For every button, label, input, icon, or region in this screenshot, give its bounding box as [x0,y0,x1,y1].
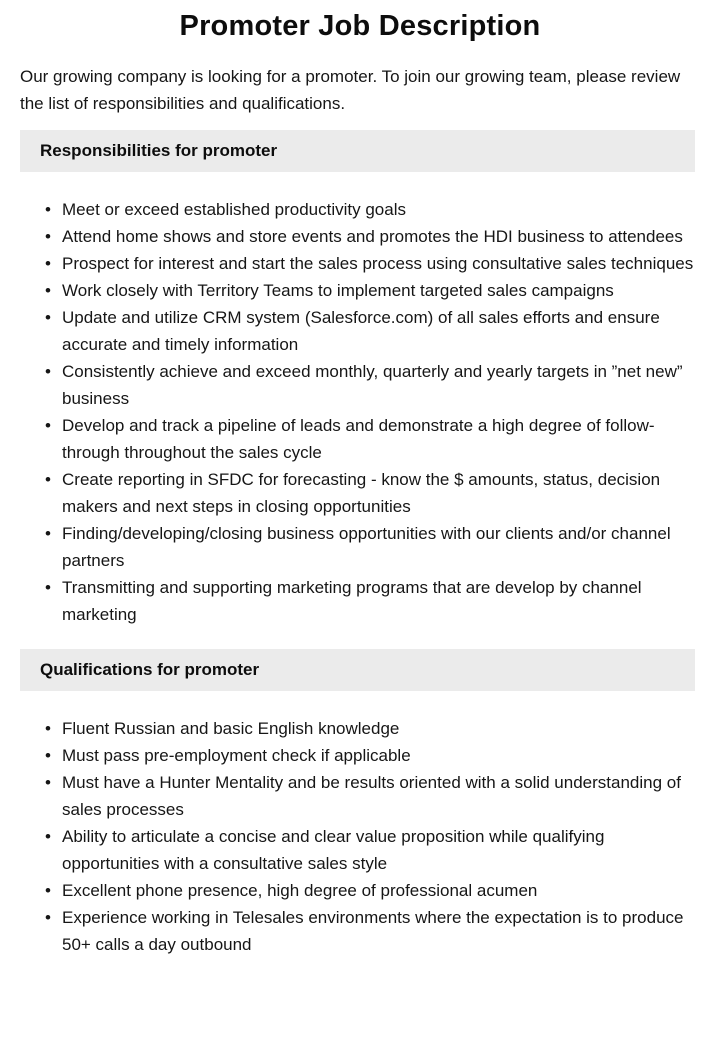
list-item: • Finding/developing/closing business opportunities with our clients and/or channel partners [62,520,695,574]
list-item: • Must pass pre-employment check if applicable [62,742,695,769]
list-item: • Must have a Hunter Mentality and be results oriented with a solid understanding of sales processes [62,769,695,823]
responsibilities-list [62,196,695,628]
section-heading-label: Responsibilities for promoter [40,141,278,160]
page-title: Promoter Job Description [179,10,541,42]
list-item: • Consistently achieve and exceed monthly, quarterly and yearly targets in ”net new” business [62,358,695,412]
section-heading-responsibilities [20,130,695,172]
qualifications-list [62,715,695,958]
list-item: • Update and utilize CRM system (Salesforce.com) of all sales efforts and ensure accurate and timely information [62,304,695,358]
list-item: • Fluent Russian and basic English knowledge [62,715,695,742]
list-item: • Ability to articulate a concise and clear value proposition while qualifying opportunities with a consultative sales style [62,823,695,877]
list-item: • Excellent phone presence, high degree of professional acumen [62,877,695,904]
list-item: • Develop and track a pipeline of leads and demonstrate a high degree of follow-through throughout the sales cycle [62,412,695,466]
section-heading-label: Qualifications for promoter [40,660,260,679]
list-item: • Experience working in Telesales environments where the expectation is to produce 50+ calls a day outbound [62,904,695,958]
intro-paragraph: Our growing company is looking for a promoter. To join our growing team, please review the list of responsibilities and qualifications. [20,67,681,113]
list-item: • Meet or exceed established productivity goals [62,196,695,223]
list-item: • Work closely with Territory Teams to implement targeted sales campaigns [62,277,695,304]
list-item: • Prospect for interest and start the sales process using consultative sales techniques [62,250,695,277]
list-item: • Attend home shows and store events and promotes the HDI business to attendees [62,223,695,250]
section-heading-qualifications [20,649,695,691]
list-item: • Create reporting in SFDC for forecasting - know the $ amounts, status, decision makers and next steps in closing opportunities [62,466,695,520]
list-item: • Transmitting and supporting marketing programs that are develop by channel marketing [62,574,695,628]
